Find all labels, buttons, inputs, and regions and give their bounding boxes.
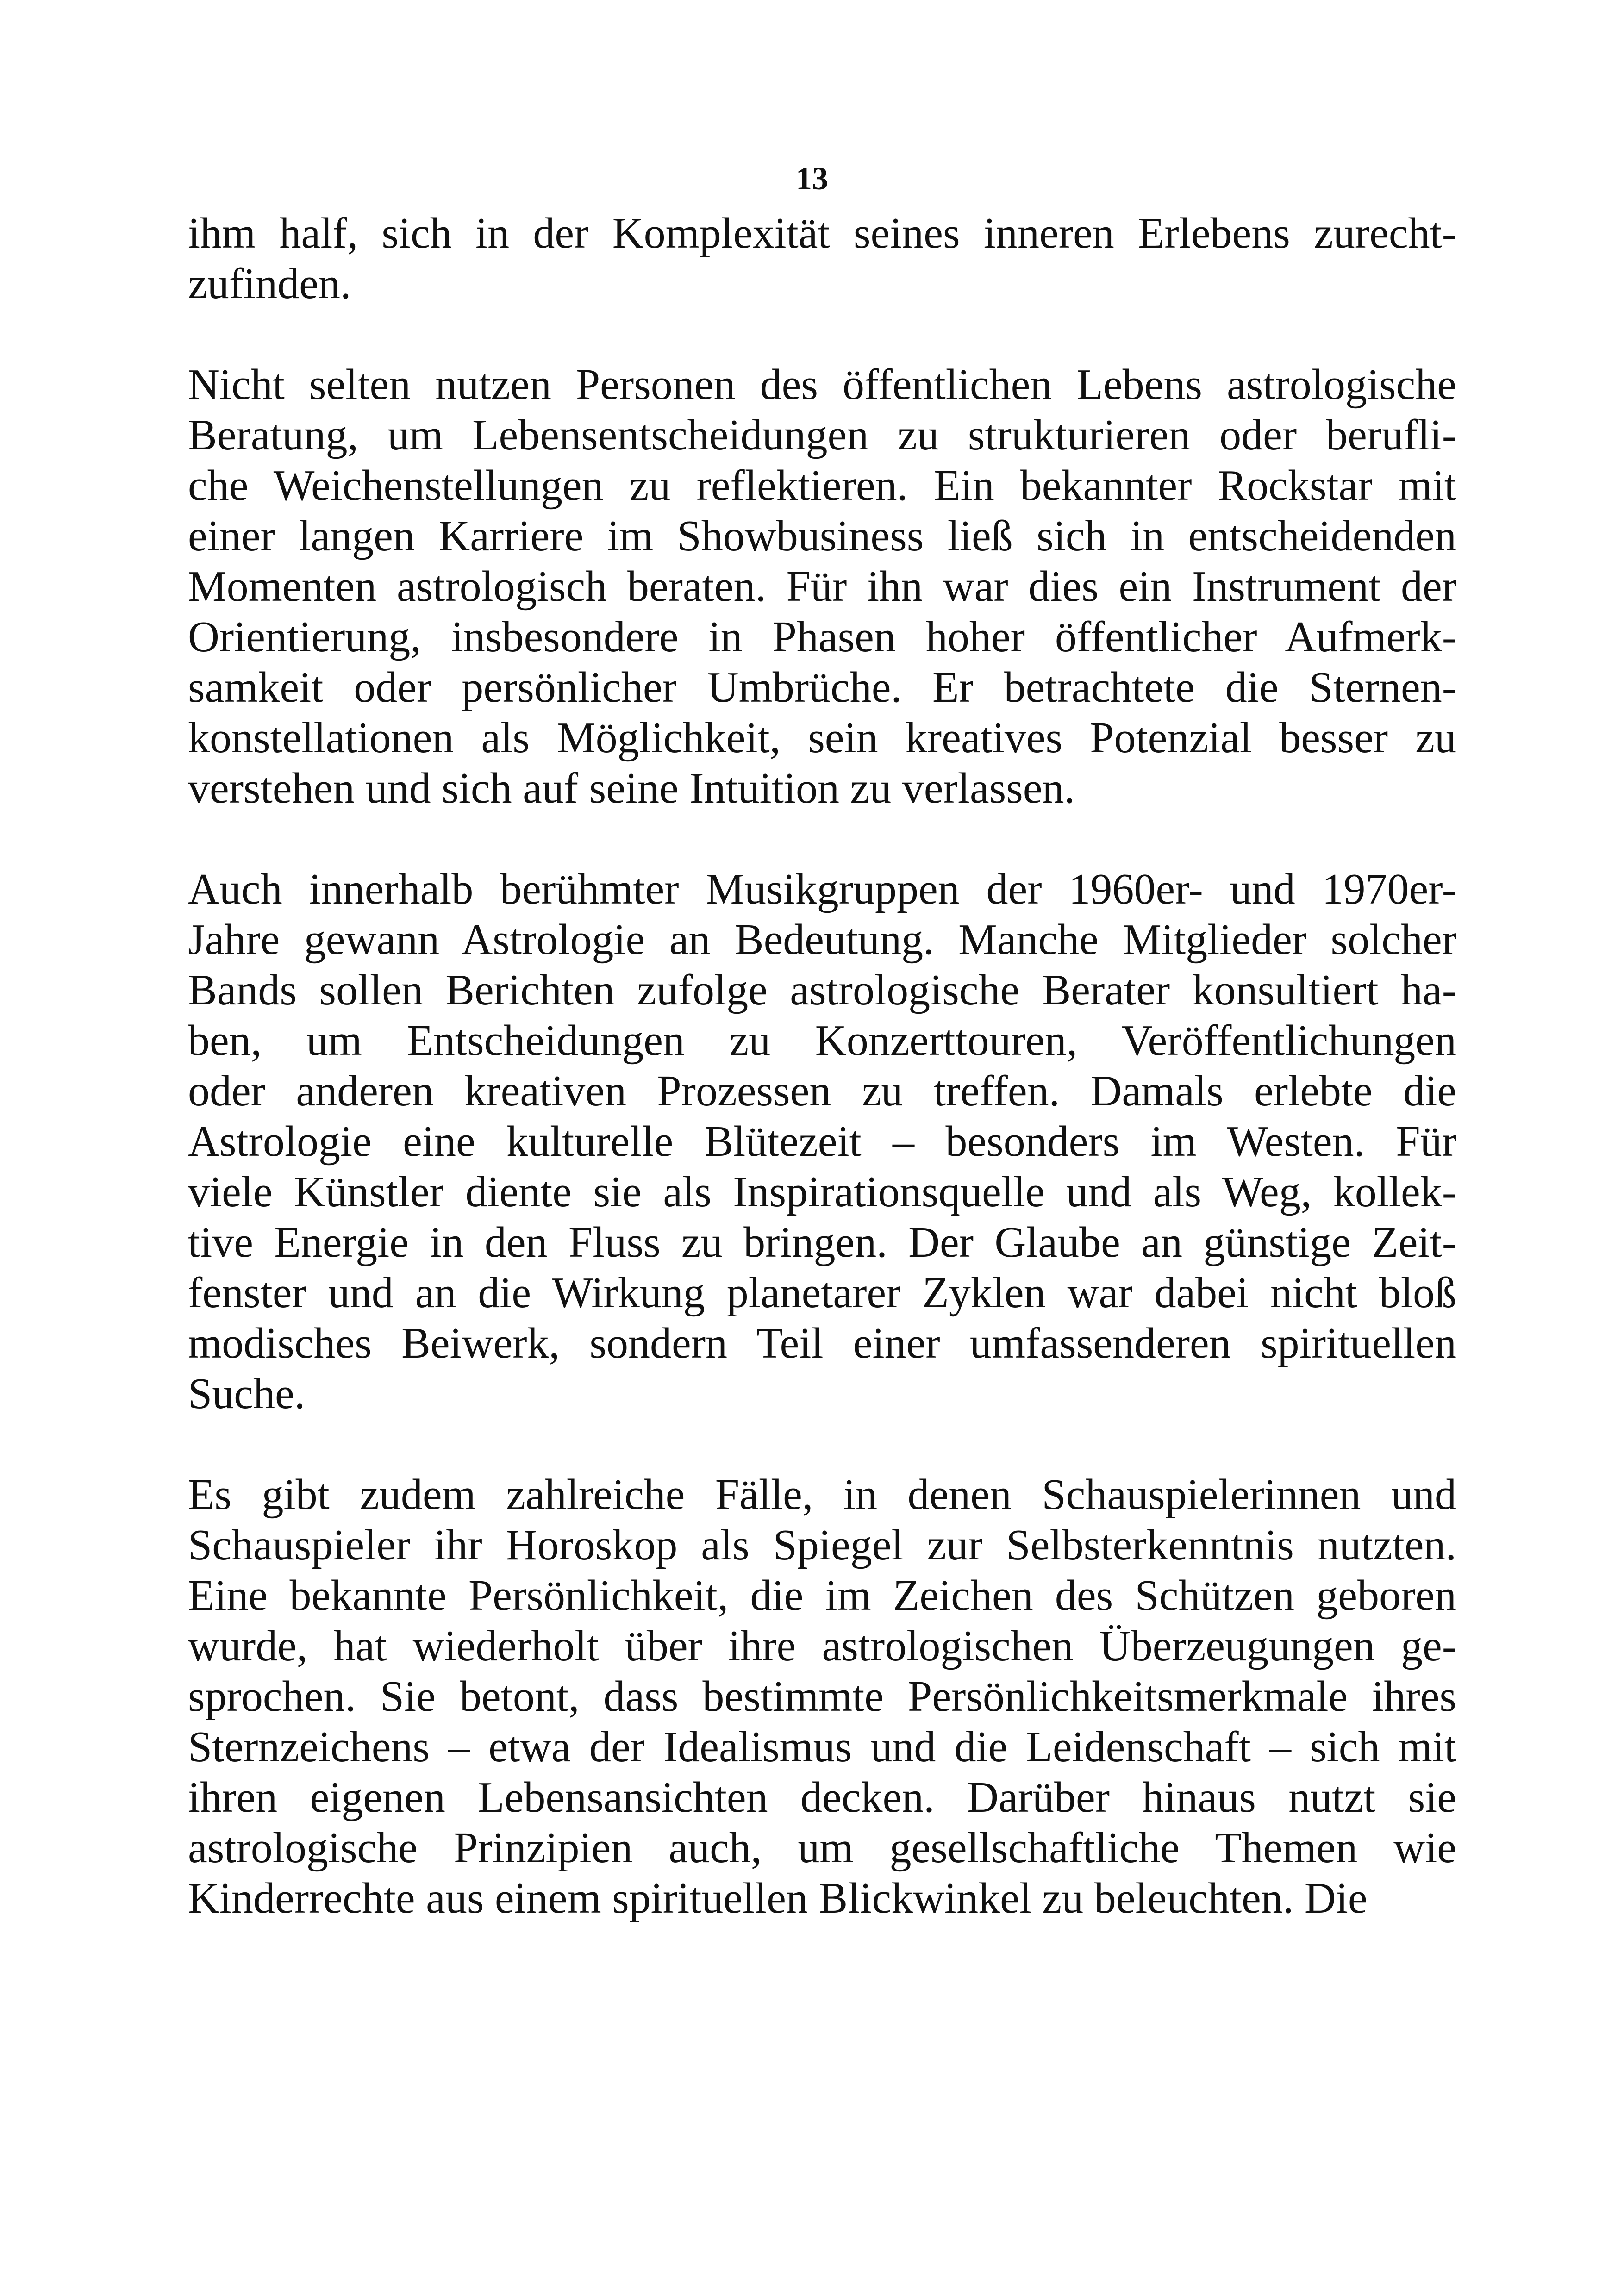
text-line: samkeit oder persönlicher Umbrüche. Er betrachtete die Sternen- [188, 663, 1456, 711]
text-line: fenster und an die Wirkung planetarer Zyklen war dabei nicht bloß [188, 1269, 1456, 1317]
text-line: einer langen Karriere im Showbusiness ließ sich in entscheidenden [188, 512, 1456, 560]
text-line: oder anderen kreativen Prozessen zu treffen. Damals erlebte die [188, 1067, 1456, 1115]
text-line: ben, um Entscheidungen zu Konzerttouren, Veröffentlichungen [188, 1017, 1456, 1065]
text-line: Suche. [188, 1370, 306, 1418]
text-line: tive Energie in den Fluss zu bringen. Der Glaube an günstige Zeit- [188, 1218, 1456, 1266]
text-line: viele Künstler diente sie als Inspirationsquelle und als Weg, kollek- [188, 1168, 1456, 1216]
text-line: konstellationen als Möglichkeit, sein kreatives Potenzial besser zu [188, 714, 1456, 762]
text-line: ihm half, sich in der Komplexität seines inneren Erlebens zurecht- [188, 209, 1456, 257]
paragraph [188, 1470, 1456, 1924]
text-line: zufinden. [188, 260, 351, 308]
page-number: 13 [796, 161, 828, 197]
text-line: Momenten astrologisch beraten. Für ihn war dies ein Instrument der [188, 562, 1456, 611]
paragraph [188, 864, 1456, 1419]
text-line: Schauspieler ihr Horoskop als Spiegel zur Selbsterkenntnis nutzten. [188, 1521, 1456, 1569]
text-line: Eine bekannte Persönlichkeit, die im Zeichen des Schützen geboren [188, 1572, 1456, 1620]
text-line: verstehen und sich auf seine Intuition zu verlassen. [188, 764, 1075, 812]
text-line: Orientierung, insbesondere in Phasen hoher öffentlicher Aufmerk- [188, 613, 1456, 661]
text-line: Bands sollen Berichten zufolge astrologische Berater konsultiert ha- [188, 966, 1456, 1014]
text-line: Kinderrechte aus einem spirituellen Blickwinkel zu beleuchten. Die [188, 1874, 1368, 1922]
text-line: ihren eigenen Lebensansichten decken. Darüber hinaus nutzt sie [188, 1773, 1456, 1821]
text-line: Sternzeichens – etwa der Idealismus und die Leidenschaft – sich mit [188, 1723, 1456, 1771]
text-line: wurde, hat wiederholt über ihre astrologischen Überzeugungen ge- [188, 1622, 1456, 1670]
paragraph [188, 360, 1456, 814]
text-line: Nicht selten nutzen Personen des öffentlichen Lebens astrologische [188, 361, 1456, 409]
text-line: Auch innerhalb berühmter Musikgruppen der 1960er- und 1970er- [188, 865, 1456, 913]
text-line: Es gibt zudem zahlreiche Fälle, in denen Schauspielerinnen und [188, 1471, 1456, 1519]
text-line: astrologische Prinzipien auch, um gesellschaftliche Themen wie [188, 1824, 1456, 1872]
paragraph [188, 208, 1456, 309]
text-line: sprochen. Sie betont, dass bestimmte Persönlichkeitsmerkmale ihres [188, 1672, 1456, 1721]
text-line: Beratung, um Lebensentscheidungen zu strukturieren oder berufli- [188, 411, 1456, 459]
text-line: modisches Beiwerk, sondern Teil einer umfassenderen spirituellen [188, 1319, 1456, 1367]
text-line: che Weichenstellungen zu reflektieren. Ein bekannter Rockstar mit [188, 461, 1456, 510]
text-line: Jahre gewann Astrologie an Bedeutung. Manche Mitglieder solcher [188, 916, 1456, 964]
text-line: Astrologie eine kulturelle Blütezeit – besonders im Westen. Für [188, 1117, 1456, 1166]
body-text [188, 208, 1456, 1974]
